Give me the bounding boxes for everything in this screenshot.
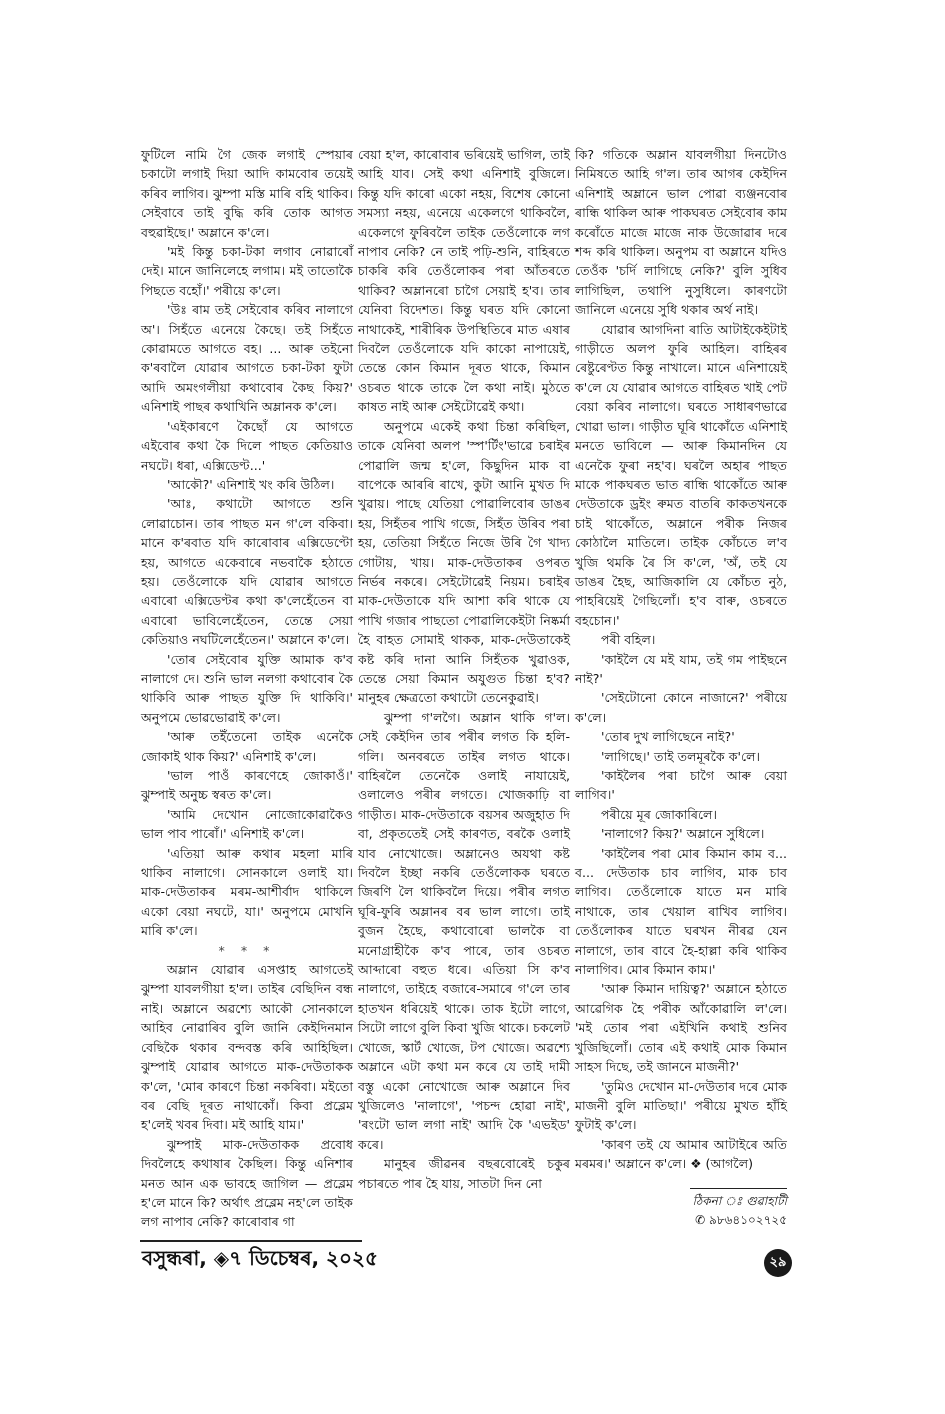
paragraph: 'কাইলৈৰ পৰা মোৰ কিমান কাম ব... ব... দেউতাক চাব লাগিব, মাক চাব লাগিব। তেওঁলোকে যাতে মন মাৰি নাথাকে, তাৰ খেয়াল ৰাখিব লাগিব। তেওঁলোকৰ যাতে ঘৰখন নীৰৱ যেন নালাগে, তাৰ বাবে হৈ-হাল্লা কৰি থাকিব নালাগিব। মোৰ কিমান কাম।' [575,845,787,978]
author-signature [680,1188,787,1230]
paragraph: 'সেইটোনো কোনে নাজানে?' পৰীয়ে ক'লে। [575,690,787,725]
footer-divider [140,1240,362,1242]
section-separator: * * * [218,942,276,958]
magazine-footer-title: বসুন্ধৰা, ◈৭ ডিচেম্বৰ, ২০২৫ [142,1246,379,1270]
paragraph: ঝুম্পাই মাক-দেউতাকক প্ৰবোধ দিবলৈহে কথাষাৰ কৈছিল। কিন্তু এনিশাৰ মনত আন এক ভাবহে জাগিল — প্ৰব্লেম হ'লে মানে কি? অৰ্থাৎ প্ৰব্লেম নহ'লে তাইক লগ নাপাব নেকি? কাৰোবাৰ গা [141,1136,353,1230]
paragraph: যোৱাৰ আগদিনা ৰাতি আটাইকেইটাই গাড়ীতে অলপ ফুৰি আহিল। বাহিৰৰ ৰেষ্টুৰেণ্টত কিন্তু নাখালে। মানে এনিশায়েই ক'লে যে যোৱাৰ আগতে বাহিৰত খাই পেট বেয়া কৰিব নালাগে। ঘৰতে সাধাৰণভাৱে খোৱা ভাল। গাড়ীত ঘূৰি থাকোঁতে এনিশাই মনতে ভাবিলে — আৰু কিমানদিন যে এনেকৈ ফুৰা নহ'ব। ঘৰলৈ অহাৰ পাছত মাকে পাকঘৰত ভাত ৰান্ধি থাকোঁতে আৰু দেউতাকে ড্ৰইং ৰুমত বাতৰি কাকতখনকে চাই থাকোঁতে, অম্লানে পৰীক নিজৰ কোঠালৈ মাতিলে। তাইক কোঁচতে ল'ব খুজি থমকি ৰৈ সি ক'লে, 'অঁ, তই যে ডাঙৰ হৈছ, আজিকালি যে কোঁচত নুঠ, পাহৰিয়েই গৈছিলোঁ। হ'ব বাৰু, ওচৰতে বহচোন।' [575,321,787,628]
paragraph: 'আঃ, কথাটো আগতে শুনি লোৱাচোন। তাৰ পাছত মন গ'লে বকিবা। মানে ক'ৰবাত যদি কাৰোবাৰ এক্সিডেণ্টো হয়, আগতে একেবাৰে নভবাকৈ হঠাতে হয়। তেওঁলোকে যদি যোৱাৰ আগতে এবাৰো এক্সিডেণ্টৰ কথা ক'লেহেঁতেন বা এবাৰো ভাবিলেহেঁতেন, তেন্তে সেয়া কেতিয়াও নঘটিলেহেঁতেন।' অম্লানে ক'লে। [141,496,353,648]
paragraph: কি? গতিকে অম্লান যাবলগীয়া দিনটোও নিমিষতে আহি গ'ল। তাৰ আগৰ কেইদিন এনিশাই অম্লানে ভাল পোৱা ব্যঞ্জনবোৰ ৰান্ধি থাকিল আৰু পাকঘৰত সেইবোৰ কাম কৰোঁতে মাজে মাজে নাক উজোৱাৰ দৰে শব্দ কৰি থাকিল। অনুপম বা অম্লানে যদিও তেওঁক 'চৰ্দি লাগিছে নেকি?' বুলি সুধিব লাগিছিল, তথাপি নুসুধিলে। কাৰণটো জানিলে এনেয়ে সুধি থকাৰ অৰ্থ নাই। [575,147,787,318]
paragraph: 'তুমিও দেখোন মা-দেউতাৰ দৰে মোক মাজনী বুলি মাতিছা।' পৰীয়ে মুখত হাঁহি ফুটাই ক'লে। [575,1078,787,1133]
author-phone: ✆ ৯৮৬৪১০২৭২৫ [695,1212,787,1227]
article-column-2 [358,145,570,1193]
paragraph: 'আকৌ?' এনিশাই খং কৰি উঠিল। [167,476,335,492]
article-column-3 [575,145,787,1230]
paragraph: 'কাইলৈৰ পৰা চাগৈ আৰু বেয়া লাগিব।' [575,768,787,803]
paragraph: 'উঃ ৰাম তই সেইবোৰ কৰিব নালাগে অ'। সিহঁতে এনেয়ে কৈছে। তই সিহঁতে কোৱামতে আগতে বহ। ... আৰু তইনো ক'ৰবালৈ যোৱাৰ আগতে চকা-টকা ফুটা আদি অমংগলীয়া কথাবোৰ কৈছ কিয়?' এনিশাই পাছৰ কথাখিনি অম্লানক ক'লে। [141,302,353,415]
paragraph: ফুটিলে নামি গৈ জেক লগাই স্পেয়াৰ চকাটো লগাই দিয়া আদি কামবোৰ তয়েই কৰিব লাগিব। ঝুম্পা মস্তি মাৰি বহি থাকিব। সেইবাবে তাই বুদ্ধি কৰি তোক আগত বহুৱাইছে।' অম্লানে ক'লে। [141,147,353,240]
paragraph: 'আৰু তইঁতেনো তাইক এনেকৈ জোকাই থাক কিয়?' এনিশাই ক'লে। [141,729,353,764]
paragraph: মানুহৰ জীৱনৰ বছৰবোৰেই চকুৰ পচাৰতে পাৰ হৈ যায়, সাতটা দিন নো [358,1156,570,1191]
paragraph: 'এতিয়া আৰু কথাৰ মহলা মাৰি থাকিব নালাগে। সোনকালে ওলাই যা। মাক-দেউতাকৰ মৰম-আশীৰ্বাদ থাকিলে একো বেয়া নঘটে, যা।' অনুপমে মোখনি মাৰি ক'লে। [141,845,353,939]
paragraph: 'মই কিন্তু চকা-টকা লগাব নোৱাৰোঁ দেই। মানে জানিলেহে লগাম। মই তাতোকৈ পিছতে বহোঁ।' পৰীয়ে ক'লে। [141,244,353,298]
paragraph: 'কাৰণ তই যে আমাৰ আটাইৰে অতি মৰমৰ।' অম্লানে ক'লে। ❖ (আগলৈ) [575,1136,787,1172]
paragraph: 'ভাল পাওঁ কাৰণেহে জোকাওঁ।' ঝুম্পাই অনুচ্চ স্বৰত ক'লে। [141,768,353,803]
paragraph: 'নালাগে? কিয়?' অম্লানে সুধিলে। [601,826,765,842]
paragraph: 'আমি দেখোন নোজোকোৱাকৈও ভাল পাব পাৰোঁ।' এনিশাই ক'লে। [141,806,353,842]
paragraph: বেয়া হ'ল, কাৰোবাৰ ভৰিয়েই ভাগিল, তাই আহি যাব। সেই কথা এনিশাই বুজিলে। কিন্তু যদি কাৰো একো নহয়, বিশেষ কোনো সমস্যা নহয়, এনেয়ে একেলগে থাকিবলৈ, একেলগে ফুৰিবলৈ তাইক তেওঁলোকে লগ নাপাব নেকি? নে তাই পঢ়ি-শুনি, বাহিৰতে চাকৰি কৰি তেওঁলোকৰ পৰা আঁতৰতে থাকিব? অম্লানৰো চাগৈ সেয়াই হ'ব। তাৰ যেনিবা বিদেশত। কিন্তু ঘৰত যদি কোনো নাথাকেই, শাৰীৰিক উপস্থিতিৰে মাত এষাৰ দিবলৈ তেওঁলোকে যদি কাকো নাপায়েই, তেন্তে কোন কিমান দূৰত থাকে, কিমান ওচৰত থাকে তাকে লৈ কথা নাই। মুঠতে কাষত নাই আৰু সেইটোৱেই কথা। [358,147,570,415]
article-column-1 [141,145,353,1232]
paragraph: অম্লান যোৱাৰ এসপ্তাহ আগতেই ঝুম্পা যাবলগীয়া হ'ল। তাইৰ বেছিদিন বন্ধ নাই। অম্লানে অৱশ্যে আকৌ সোনকালে আহিব নোৱাৰিব বুলি জানি কেইদিনমান বেছিকৈ থকাৰ বন্দবস্ত কৰি আহিছিল। ঝুম্পাই যোৱাৰ আগতে মাক-দেউতাকক ক'লে, 'মোৰ কাৰণে চিন্তা নকৰিবা। মইতো বৰ বেছি দূৰত নাথাকোঁ। কিবা প্ৰব্লেম হ'লেই খবৰ দিবা। মই আহি যাম।' [141,962,353,1133]
paragraph: 'লাগিছে।' তাই তলমূৰকৈ ক'লে। [601,748,760,764]
paragraph: ঝুম্পা গ'লগৈ। অম্লান থাকি গ'ল। সেই কেইদিন তাৰ পৰীৰ লগত কি হলি-গলি। অনবৰতে তাইৰ লগত থাকে। বাহিৰলৈ তেনেকৈ ওলাই নাযায়েই, ওলালেও পৰীৰ লগতে। খোজকাঢ়ি বা গাড়ীত। মাক-দেউতাকে বয়সৰ অজুহাত দি বা, প্ৰকৃততেই সেই কাৰণত, বৰকৈ ওলাই যাব নোখোজে। অম্লানেও অযথা কষ্ট দিবলৈ ইচ্ছা নকৰি তেওঁলোকক ঘৰতে জিৰণি লৈ থাকিবলৈ দিয়ে। পৰীৰ লগত ঘূৰি-ফুৰি অম্লানৰ বৰ ভাল লাগে। তাই বুজন হৈছে, কথাবোৰো ভালকৈ বা মনোগ্ৰাহীকৈ ক'ব পাৰে, তাৰ ওচৰত আব্দাৰো বহুত ধৰে। এতিয়া সি ক'ব নালাগে, তাইহে বজাৰে-সমাৰে গ'লে তাৰ হাতখন ধৰিয়েই থাকে। তাক ইটো লাগে, সিটো লাগে বুলি কিবা খুজি থাকে। চকলেট খোজে, স্কাৰ্ট খোজে, টপ খোজে। অৱশ্যে অম্লানে এটা কথা মন কৰে যে তাই দামী বস্তু একো নোখোজে আৰু অম্লানে দিব খুজিলেও 'নালাগে', 'পচন্দ হোৱা নাই', 'ৰংটো ভাল লগা নাই' আদি কৈ 'এভইড' কৰে। [358,709,570,1152]
signature-divider [690,1188,787,1189]
paragraph: পৰীয়ে মূৰ জোকাৰিলে। [601,806,717,822]
author-address: ঠিকনা ঃ গুৱাহাটী [692,1193,787,1208]
page-number-badge: ২৯ [764,1249,792,1277]
paragraph: অনুপমে একেই কথা চিন্তা কৰিছিল, তাকে যেনিবা অলপ 'স্প'ৰ্টিং'ভাৱে চৰাইৰ পোৱালি জন্ম হ'লে, কিছুদিন মাক বা বাপেকে আৰৰি ৰাখে, কুটা আনি মুখত দি খুৱায়। পাছে যেতিয়া পোৱালিবোৰ ডাঙৰ হয়, সিহঁতৰ পাখি গজে, সিহঁত উৰিব পৰা হয়, তেতিয়া সিহঁতে নিজে উৰি গৈ খাদ্য গোটায়, খায়। মাক-দেউতাকৰ ওপৰত নিৰ্ভৰ নকৰে। সেইটোৱেই নিয়ম। চৰাইৰ মাক-দেউতাকে যদি আশা কৰি থাকে যে পাখি গজাৰ পাছতো পোৱালিকেইটা নিষ্কৰ্মা হৈ বাহত সোমাই থাকক, মাক-দেউতাকেই কষ্ট কৰি দানা আনি সিহঁতক খুৱাওক, তেন্তে সেয়া কিমান অযুগুত চিন্তা হ'ব? মানুহৰ ক্ষেত্ৰতো কথাটো তেনেকুৱাই। [358,418,570,706]
paragraph: 'তোৰ সেইবোৰ যুক্তি আমাক ক'ব নালাগে দে। শুনি ভাল নলগা কথাবোৰ কৈ থাকিবি আৰু পাছত যুক্তি দি থাকিবি।' অনুপমে ভোৱভোৱাই ক'লে। [141,651,353,725]
paragraph: 'কাইলৈ যে মই যাম, তই গম পাইছনে নাই?' [575,651,787,686]
paragraph: 'এইকাৰণে কৈছোঁ যে আগতে এইবোৰ কথা কৈ দিলে পাছত কেতিয়াও নঘটে। ধৰা, এক্সিডেণ্ট...' [141,418,353,473]
paragraph: 'তোৰ দুখ লাগিছেনে নাই?' [601,729,735,745]
paragraph: 'আৰু কিমান দায়িত্ব?' অম্লানে হঠাতে আৱেগিক হৈ পৰীক আঁকোৱালি ল'লে। 'মই তোৰ পৰা এইখিনি কথাই শুনিব খুজিছিলোঁ। তোৰ এই কথাই মোক কিমান সাহস দিছে, তই জাননে মাজনী?' [575,981,787,1075]
paragraph: পৰী বহিল। [601,632,656,648]
